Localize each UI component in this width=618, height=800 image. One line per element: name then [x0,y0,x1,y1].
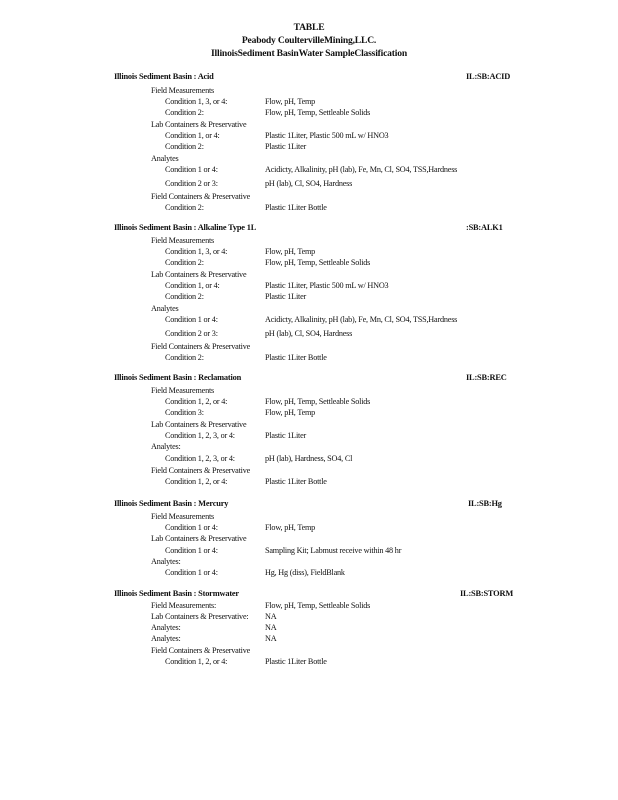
table-title: IllinoisSediment BasinWater SampleClassification [211,48,407,59]
section-code: IL:SB:ACID [466,72,511,81]
section-title: Illinois Sediment Basin : Alkaline Type 1L [114,223,257,232]
category-label: Field Measurements: [151,601,217,610]
condition-label: Condition 1, 3, or 4: [165,97,228,106]
condition-value: Hg, Hg (diss), FieldBlank [265,568,345,577]
condition-value: Acidicty, Alkalinity, pH (lab), Fe, Mn, Cl, SO4, TSS,Hardness [265,165,458,174]
category-label: Lab Containers & Preservative [151,534,247,543]
section-title: Illinois Sediment Basin : Reclamation [114,373,242,382]
condition-value: pH (lab), Hardness, SO4, Cl [265,454,353,463]
condition-value: Flow, pH, Temp [265,97,316,106]
category-label: Field Measurements [151,236,215,245]
condition-label: Condition 1 or 4: [165,568,218,577]
condition-value: Plastic 1Liter Bottle [265,657,327,666]
condition-value: pH (lab), Cl, SO4, Hardness [265,179,353,188]
condition-value: Plastic 1Liter Bottle [265,477,327,486]
category-label: Lab Containers & Preservative [151,420,247,429]
condition-label: Condition 2: [165,108,204,117]
category-label: Field Containers & Preservative [151,646,251,655]
condition-value: Plastic 1Liter Bottle [265,353,327,362]
condition-label: Condition 1 or 4: [165,523,218,532]
condition-label: Condition 1, 2, 3, or 4: [165,431,235,440]
table-heading: TABLE [293,22,325,33]
condition-label: Condition 1, 2, or 4: [165,397,228,406]
category-label: Analytes: [151,623,181,632]
condition-label: Condition 1, 3, or 4: [165,247,228,256]
category-label: Field Containers & Preservative [151,466,251,475]
category-label: Lab Containers & Preservative [151,270,247,279]
category-label: Analytes: [151,442,181,451]
condition-label: Condition 1, or 4: [165,281,220,290]
section-code: :SB:ALK1 [466,223,503,232]
category-label: Analytes: [151,557,181,566]
condition-value: Plastic 1Liter, Plastic 500 mL w/ HNO3 [265,281,389,290]
category-label: Lab Containers & Preservative [151,120,247,129]
condition-value: Flow, pH, Temp [265,247,316,256]
condition-value: Plastic 1Liter [265,292,307,301]
condition-value: Plastic 1Liter [265,142,307,151]
company-name: Peabody CoultervilleMining,LLC. [241,35,377,46]
condition-label: Condition 1 or 4: [165,315,218,324]
condition-value: Plastic 1Liter, Plastic 500 mL w/ HNO3 [265,131,389,140]
section-title: Illinois Sediment Basin : Acid [114,72,214,81]
section-code: IL:SB:REC [466,373,507,382]
condition-label: Condition 2: [165,292,204,301]
category-label: Analytes: [151,634,181,643]
condition-value: Flow, pH, Temp, Settleable Solids [265,258,371,267]
condition-value: Sampling Kit; Labmust receive within 48 hr [265,546,402,555]
condition-label: Condition 1, 2, 3, or 4: [165,454,235,463]
category-label: Field Measurements [151,386,215,395]
condition-label: Condition 2: [165,258,204,267]
category-label: Field Containers & Preservative [151,342,251,351]
section-code: IL:SB:Hg [468,499,502,508]
category-label: Field Measurements [151,86,215,95]
condition-value: NA [265,612,277,621]
condition-label: Condition 3: [165,408,204,417]
condition-label: Condition 2 or 3: [165,329,218,338]
condition-label: Condition 1, 2, or 4: [165,657,228,666]
condition-label: Condition 2: [165,203,204,212]
category-label: Field Measurements [151,512,215,521]
category-label: Analytes [151,154,179,163]
condition-value: Plastic 1Liter Bottle [265,203,327,212]
condition-value: Flow, pH, Temp [265,523,316,532]
condition-value: NA [265,623,277,632]
section-title: Illinois Sediment Basin : Mercury [114,499,229,508]
condition-label: Condition 2: [165,353,204,362]
category-label: Field Containers & Preservative [151,192,251,201]
condition-label: Condition 1, 2, or 4: [165,477,228,486]
condition-value: Flow, pH, Temp [265,408,316,417]
condition-value: Acidicty, Alkalinity, pH (lab), Fe, Mn, Cl, SO4, TSS,Hardness [265,315,458,324]
condition-label: Condition 2: [165,142,204,151]
condition-value: NA [265,634,277,643]
condition-label: Condition 1, or 4: [165,131,220,140]
category-label: Lab Containers & Preservative: [151,612,249,621]
condition-value: Plastic 1Liter [265,431,307,440]
condition-value: Flow, pH, Temp, Settleable Solids [265,601,371,610]
section-title: Illinois Sediment Basin : Stormwater [114,589,239,598]
section-code: IL:SB:STORM [460,589,514,598]
condition-label: Condition 2 or 3: [165,179,218,188]
condition-label: Condition 1 or 4: [165,165,218,174]
condition-value: pH (lab), Cl, SO4, Hardness [265,329,353,338]
category-label: Analytes [151,304,179,313]
condition-label: Condition 1 or 4: [165,546,218,555]
condition-value: Flow, pH, Temp, Settleable Solids [265,108,371,117]
condition-value: Flow, pH, Temp, Settleable Solids [265,397,371,406]
